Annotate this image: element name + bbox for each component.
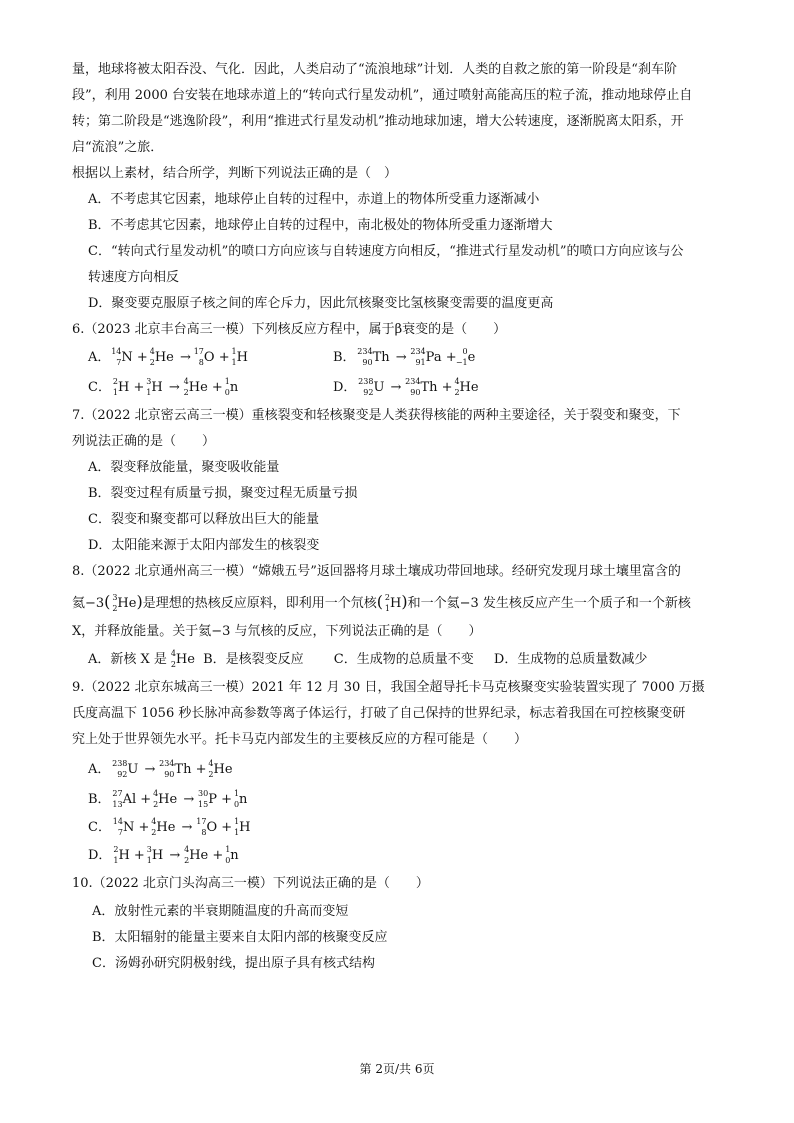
question-7-stem: 7.（2022 北京密云高三一模）重核裂变和轻核聚变是人类获得核能的两种主要途径，关于裂变和聚变，下 (72, 408, 681, 423)
q8-option-d: D．生成物的总质量数减少 (493, 652, 648, 667)
q8-option-b: B．是核裂变反应 (203, 652, 304, 667)
q10-option-b: B．太阳辐射的能量主要来自太阳内部的核聚变反应 (92, 930, 388, 945)
q9-option-a: A． 238 92 U → 234 90 Th + 4 2 He (88, 758, 233, 779)
q8-options (88, 650, 647, 670)
option-b: B．不考虑其它因素，地球停止自转的过程中，南北极处的物体所受重力逐渐增大 (88, 218, 553, 233)
q8-option-a: A．新核 X 是 4 2 He (88, 648, 195, 669)
question-8-stem-line3: X，并释放能量。关于氦−3 与氘核的反应，下列说法正确的是（ ） (72, 624, 482, 639)
q7-option-d: D．太阳能来源于太阳内部发生的核裂变 (88, 538, 320, 553)
q6-option-a: A． 14 7 N + 4 2 He → 17 8 O + 1 1 H (88, 346, 248, 367)
passage-line: 量，地球将被太阳吞没、气化．因此，人类启动了“流浪地球”计划．人类的自救之旅的第一阶段是“刹车阶 (72, 62, 677, 77)
question-prompt: 根据以上素材，结合所学，判断下列说法正确的是（ ） (72, 166, 398, 181)
question-9-stem: 9.（2022 北京东城高三一模）2021 年 12 月 30 日，我国全超导托卡马克核聚变实验装置实现了 7000 万摄 (72, 680, 705, 695)
q9-option-b: B． 27 13 Al + 4 2 He → 30 15 P + 1 0 n (88, 788, 248, 809)
q9-option-c: C． 14 7 N + 4 2 He → 17 8 O + 1 1 H (88, 816, 251, 837)
page-number-footer: 第 2页/共 6页 (359, 1062, 435, 1076)
passage-line: 转；第二阶段是“逃逸阶段”，利用“推进式行星发动机”推动地球加速，增大公转速度，逐渐脱离太阳系，开 (72, 114, 684, 129)
passage-line: 启“流浪”之旅． (72, 140, 164, 155)
q8-option-c: C．生成物的总质量不变 (333, 652, 474, 667)
option-d: D．聚变要克服原子核之间的库仑斥力，因此氘核聚变比氢核聚变需要的温度更高 (88, 296, 554, 311)
q7-option-c: C．裂变和聚变都可以释放出巨大的能量 (88, 512, 319, 527)
q7-option-b: B．裂变过程有质量亏损，聚变过程无质量亏损 (88, 486, 358, 501)
q6-option-b: B． 234 90 Th → 234 91 Pa + 0 −1 e (333, 346, 476, 367)
question-8-stem: 8.（2022 北京通州高三一模）“嫦娥五号”返回器将月球土壤成功带回地球。经研究发现月球土壤里富含的 (72, 564, 681, 579)
q6-option-d: D． 238 92 U → 234 90 Th + 4 2 He (333, 376, 479, 397)
question-9-stem-line2: 氏度高温下 1056 秒长脉冲高参数等离子体运行，打破了自己保持的世界纪录，标志着我国在可控核聚变研 (72, 706, 686, 721)
option-c: C．“转向式行星发动机”的喷口方向应该与自转速度方向相反，“推进式行星发动机”的喷口方向应该与公 (88, 244, 684, 259)
q9-option-d: D． 2 1 H + 3 1 H → 4 2 He + 1 0 n (88, 844, 239, 865)
question-10-stem: 10.（2022 北京门头沟高三一模）下列说法正确的是（ ） (72, 876, 429, 891)
q7-option-a: A．裂变释放能量，聚变吸收能量 (88, 460, 280, 475)
question-7-stem-continued: 列说法正确的是（ ） (72, 434, 216, 449)
q10-option-c: C．汤姆孙研究阴极射线，提出原子具有核式结构 (92, 956, 375, 971)
question-6-stem: 6.（2023 北京丰台高三一模）下列核反应方程中，属于β衰变的是（ ） (72, 322, 507, 337)
passage-line: 段”，利用 2000 台安装在地球赤道上的“转向式行星发动机”，通过喷射高能高压的粒子流，推动地球停止自 (72, 88, 693, 103)
option-c-continued: 转速度方向相反 (88, 270, 180, 285)
q10-option-a: A．放射性元素的半衰期随温度的升高而变短 (92, 904, 349, 919)
question-9-stem-line3: 究上处于世界领先水平。托卡马克内部发生的主要核反应的方程可能是（ ） (72, 732, 528, 747)
question-8-stem-line2: 氦−3( 3 2 He)是理想的热核反应原料，即利用一个氘核( 2 1 H)和一个氦−3 发生核反应产生一个质子和一个新核 (72, 592, 691, 613)
q6-option-c: C． 2 1 H + 3 1 H → 4 2 He + 1 0 n (88, 376, 239, 397)
option-a: A．不考虑其它因素，地球停止自转的过程中，赤道上的物体所受重力逐渐减小 (88, 192, 540, 207)
